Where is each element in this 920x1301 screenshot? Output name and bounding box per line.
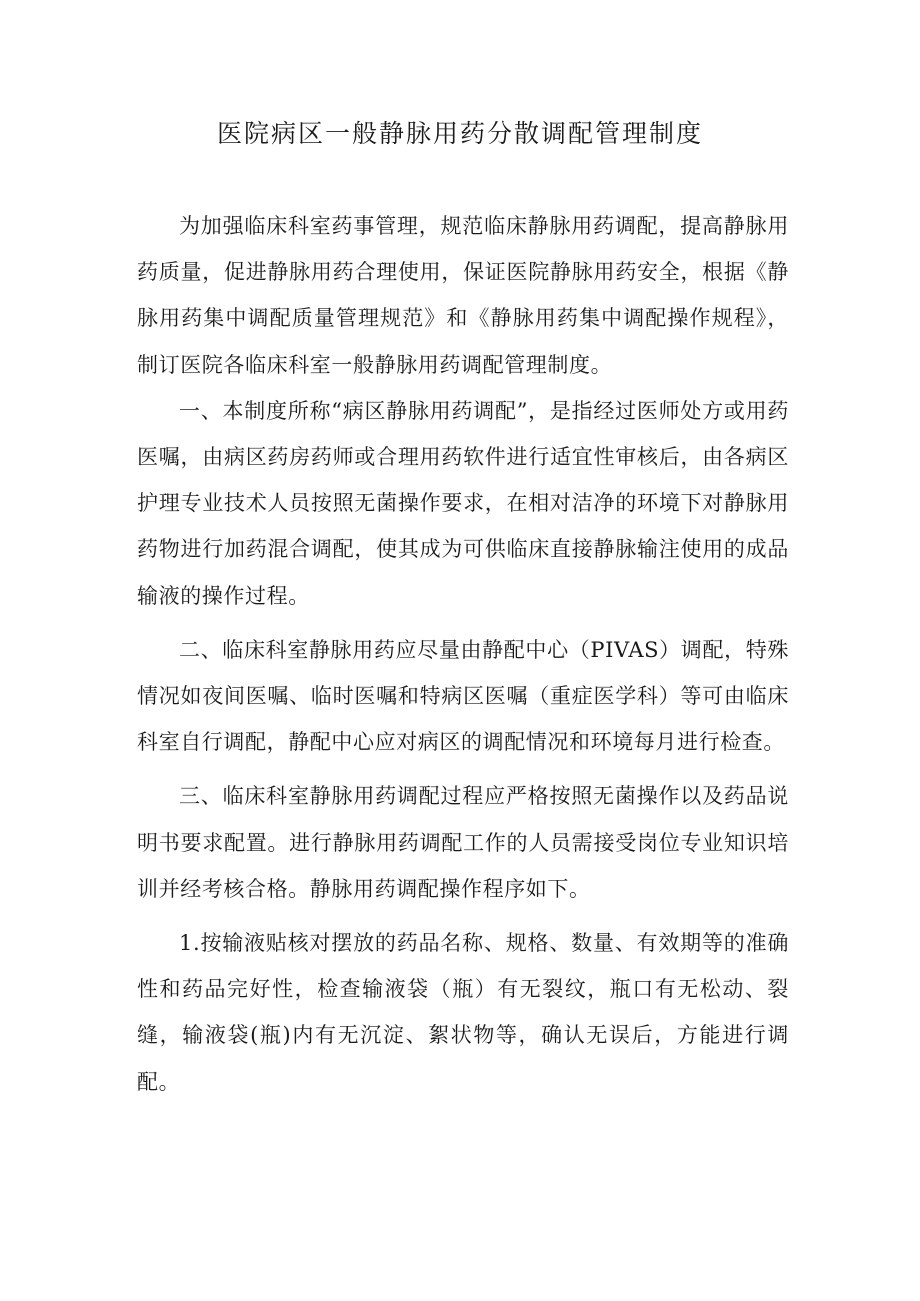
paragraph-intro: 为加强临床科室药事管理，规范临床静脉用药调配，提高静脉用药质量，促进静脉用药合理使用，保证医院静脉用药安全，根据《静脉用药集中调配质量管理规范》和《静脉用药集中调配操作规程》，制订医院各临床科室一般静脉用药调配管理制度。 [137,214,789,377]
paragraph-section-3: 三、临床科室静脉用药调配过程应严格按照无菌操作以及药品说明书要求配置。进行静脉用药调配工作的人员需接受岗位专业知识培训并经考核合格。静脉用药调配操作程序如下。 [137,784,789,901]
paragraph-section-2: 二、临床科室静脉用药应尽量由静配中心（PIVAS）调配，特殊情况如夜间医嘱、临时医嘱和特病区医嘱（重症医学科）等可由临床科室自行调配，静配中心应对病区的调配情况和环境每月进行检查。 [137,637,789,755]
document-body [137,203,789,1105]
paragraph-section-1: 一、本制度所称“病区静脉用药调配”，是指经过医师处方或用药医嘱，由病区药房药师或合理用药软件进行适宜性审核后，由各病区护理专业技术人员按照无菌操作要求，在相对洁净的环境下对静脉用药物进行加药混合调配，使其成为可供临床直接静脉输注使用的成品输液的操作过程。 [137,398,789,608]
document-title: 医院病区一般静脉用药分散调配管理制度 [216,119,703,148]
paragraph-step-1: 1.按输液贴核对摆放的药品名称、规格、数量、有效期等的准确性和药品完好性，检查输液袋（瓶）有无裂纹，瓶口有无松动、裂缝，输液袋(瓶)内有无沉淀、絮状物等，确认无误后，方能进行调配。 [137,931,789,1094]
